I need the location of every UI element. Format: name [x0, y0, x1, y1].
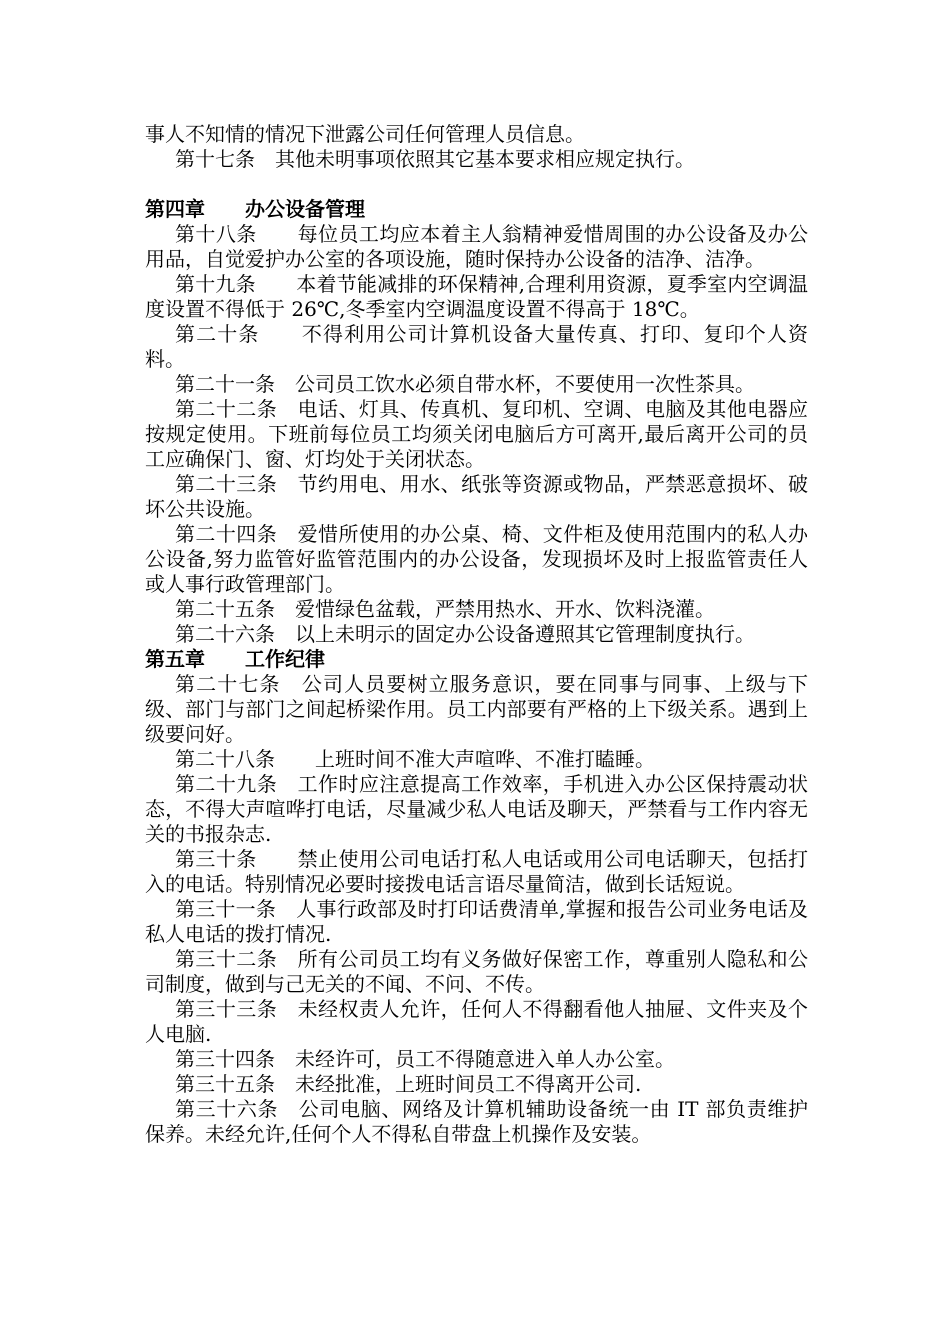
- intro-line: 事人不知情的情况下泄露公司任何管理人员信息。: [145, 122, 585, 146]
- document-page: [145, 122, 808, 1147]
- article-31: 第三十一条 人事行政部及时打印话费清单,掌握和报告公司业务电话及私人电话的拨打情况.: [145, 897, 808, 946]
- article-21: 第二十一条 公司员工饮水必须自带水杯，不要使用一次性茶具。: [175, 372, 755, 396]
- article-25: 第二十五条 爱惜绿色盆载，严禁用热水、开水、饮料浇灌。: [175, 597, 715, 621]
- article-18: 第十八条 每位员工均应本着主人翁精神爱惜周围的办公设备及办公用品，自觉爱护办公室的各项设施，随时保持办公设备的洁净、洁净。: [145, 222, 808, 271]
- article-32: 第三十二条 所有公司员工均有义务做好保密工作，尊重别人隐私和公司制度，做到与己无关的不闻、不问、不传。: [145, 947, 808, 996]
- article-19: 第十九条 本着节能减排的环保精神,合理利用资源，夏季室内空调温度设置不得低于 26℃,冬季室内空调温度设置不得高于 18℃。: [145, 272, 808, 321]
- article-26: 第二十六条 以上未明示的固定办公设备遵照其它管理制度执行。: [175, 622, 755, 646]
- article-28: 第二十八条 上班时间不准大声喧哗、不准打瞌睡。: [175, 747, 655, 771]
- article-33: 第三十三条 未经权责人允许，任何人不得翻看他人抽屉、文件夹及个人电脑.: [145, 997, 808, 1046]
- chapter-5-title: 第五章 工作纪律: [145, 647, 325, 671]
- article-35: 第三十五条 未经批准，上班时间员工不得离开公司.: [175, 1072, 642, 1096]
- article-34: 第三十四条 未经许可，员工不得随意进入单人办公室。: [175, 1047, 675, 1071]
- article-27: 第二十七条 公司人员要树立服务意识，要在同事与同事、上级与下级、部门与部门之间起桥梁作用。员工内部要有严格的上下级关系。遇到上级要问好。: [145, 672, 808, 746]
- article-36: 第三十六条 公司电脑、网络及计算机辅助设备统一由 IT 部负责维护保养。未经允许,任何个人不得私自带盘上机操作及安装。: [145, 1097, 808, 1146]
- article-22: 第二十二条 电话、灯具、传真机、复印机、空调、电脑及其他电器应按规定使用。下班前每位员工均须关闭电脑后方可离开,最后离开公司的员工应确保门、窗、灯均处于关闭状态。: [145, 397, 808, 471]
- chapter-4-title: 第四章 办公设备管理: [145, 197, 365, 221]
- article-30: 第三十条 禁止使用公司电话打私人电话或用公司电话聊天，包括打入的电话。特别情况必要时接拨电话言语尽量简洁，做到长话短说。: [145, 847, 808, 896]
- article-24: 第二十四条 爱惜所使用的办公桌、椅、文件柜及使用范围内的私人办公设备,努力监管好监管范围内的办公设备，发现损坏及时上报监管责任人或人事行政管理部门。: [145, 522, 808, 596]
- article-20: 第二十条 不得利用公司计算机设备大量传真、打印、复印个人资料。: [145, 322, 808, 371]
- section-gap: [145, 172, 808, 197]
- article-29: 第二十九条 工作时应注意提高工作效率，手机进入办公区保持震动状态，不得大声喧哗打电话，尽量减少私人电话及聊天，严禁看与工作内容无关的书报杂志.: [145, 772, 808, 846]
- article-23: 第二十三条 节约用电、用水、纸张等资源或物品，严禁恶意损坏、破坏公共设施。: [145, 472, 808, 521]
- article-17: 第十七条 其他未明事项依照其它基本要求相应规定执行。: [175, 147, 695, 171]
